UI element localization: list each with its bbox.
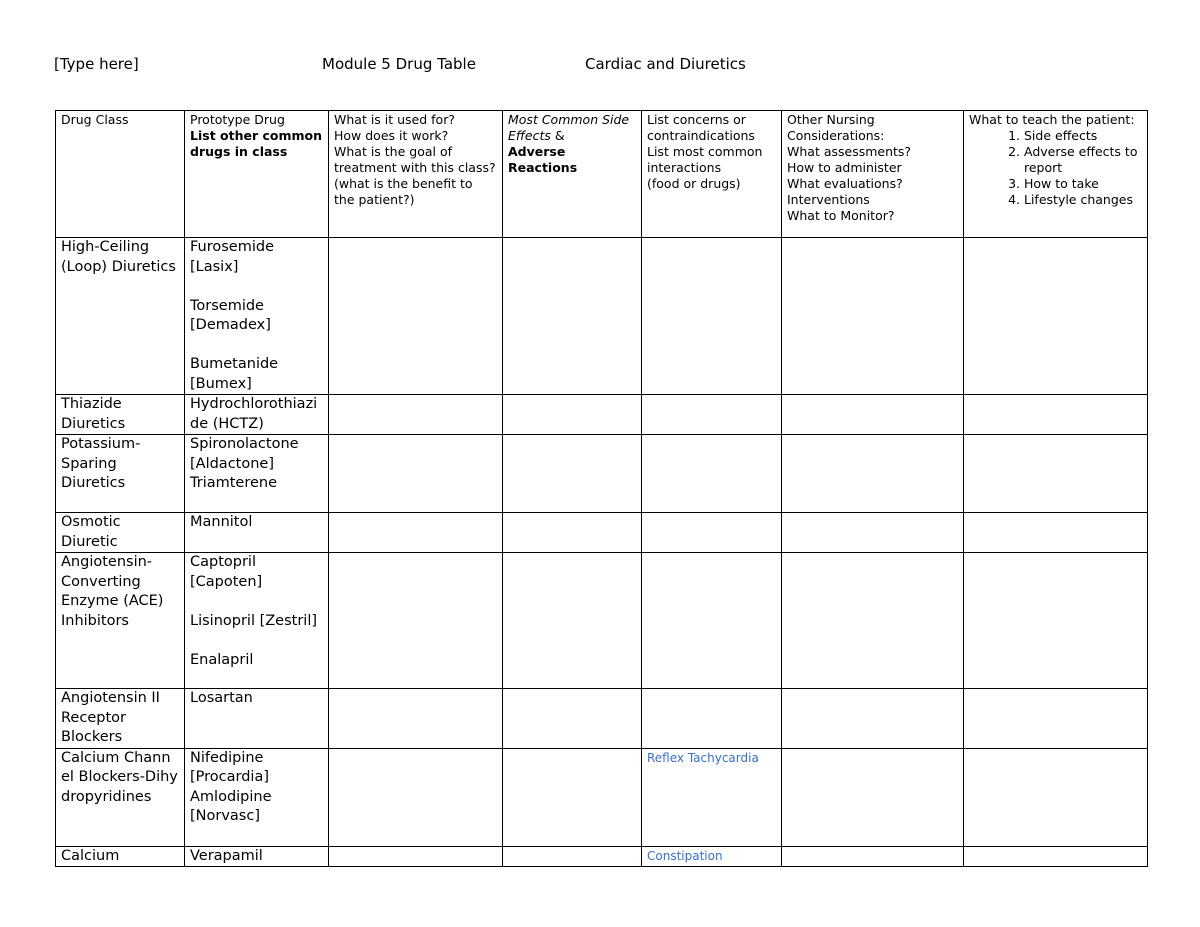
table-row [56,689,1148,749]
col-used-for: What is it used for? How does it work? What is the goal of treatment with this class? (what is the benefit to the patient?) [329,111,503,238]
drug-class-cell: Angiotensin II Receptor Blockers [56,689,185,749]
concerns-cell [642,238,782,395]
cell [503,846,642,867]
cell [329,513,503,553]
header-title: Module 5 Drug Table [322,55,476,73]
concerns-cell [642,395,782,435]
drug-class-cell: Osmotic Diuretic [56,513,185,553]
cell [329,395,503,435]
cell [964,689,1148,749]
table-row [56,553,1148,689]
concerns-cell [642,435,782,513]
drug-class-cell: Potassium-Sparing Diuretics [56,435,185,513]
drug-class-cell: Calcium Channel Blockers-Dihydropyridines [56,748,185,846]
drug-class-cell: High-Ceiling (Loop) Diuretics [56,238,185,395]
drug-class-cell: Calcium [56,846,185,867]
cell [503,513,642,553]
header-left: [Type here] [54,55,139,73]
cell [782,748,964,846]
cell [964,435,1148,513]
concerns-cell [642,689,782,749]
cell [782,553,964,689]
concerns-cell [642,846,782,867]
drug-table [55,110,1148,867]
table-header-row [56,111,1148,238]
col-teach: What to teach the patient: 1. Side effects 2. Adverse effects to report 3. How to take 4. Lifestyle changes [964,111,1148,238]
concerns-cell [642,748,782,846]
cell [964,846,1148,867]
drug-cell: Furosemide [Lasix] Torsemide [Demadex] Bumetanide [Bumex] [185,238,329,395]
cell [329,435,503,513]
cell [503,553,642,689]
cell [503,435,642,513]
drug-cell: Losartan [185,689,329,749]
drug-cell: Mannitol [185,513,329,553]
concerns-cell [642,513,782,553]
drug-cell: Verapamil [185,846,329,867]
table-row [56,238,1148,395]
table-row [56,435,1148,513]
table-row [56,846,1148,867]
teach-item: 4. Lifestyle changes [1024,192,1142,208]
cell [329,238,503,395]
cell [503,689,642,749]
cell [782,435,964,513]
drug-class-cell: Angiotensin-Converting Enzyme (ACE) Inhibitors [56,553,185,689]
concerns-cell [642,553,782,689]
cell [782,238,964,395]
cell [964,748,1148,846]
cell [503,748,642,846]
cell [329,748,503,846]
cell [964,513,1148,553]
cell [503,238,642,395]
cell [964,553,1148,689]
teach-item: 1. Side effects [1024,128,1142,144]
teach-item: 2. Adverse effects to report [1024,144,1142,176]
cell [329,689,503,749]
header-subtitle: Cardiac and Diuretics [585,55,746,73]
col-side-effects: Most Common Side Effects & Adverse Reactions [503,111,642,238]
cell [782,395,964,435]
drug-cell: Captopril [Capoten] Lisinopril [Zestril] Enalapril [185,553,329,689]
col-concerns: List concerns or contraindications List most common interactions (food or drugs) [642,111,782,238]
annotation-text: Reflex Tachycardia [647,750,759,765]
drug-class-cell: Thiazide Diuretics [56,395,185,435]
cell [782,846,964,867]
drug-cell: Hydrochlorothiazide (HCTZ) [185,395,329,435]
cell [964,238,1148,395]
annotation-text: Constipation [647,848,723,863]
col-drug-class: Drug Class [56,111,185,238]
cell [782,689,964,749]
teach-item: 3. How to take [1024,176,1142,192]
drug-cell: Spironolactone [Aldactone] Triamterene [185,435,329,513]
table-row [56,395,1148,435]
teach-list [969,128,1142,208]
cell [329,846,503,867]
drug-cell: Nifedipine [Procardia] Amlodipine [Norvasc] [185,748,329,846]
cell [329,553,503,689]
cell [782,513,964,553]
col-nursing: Other Nursing Considerations: What assessments? How to administer What evaluations? Interventions What to Monitor? [782,111,964,238]
cell [503,395,642,435]
col-prototype: Prototype Drug List other common drugs in class [185,111,329,238]
table-row [56,748,1148,846]
cell [964,395,1148,435]
table-row [56,513,1148,553]
